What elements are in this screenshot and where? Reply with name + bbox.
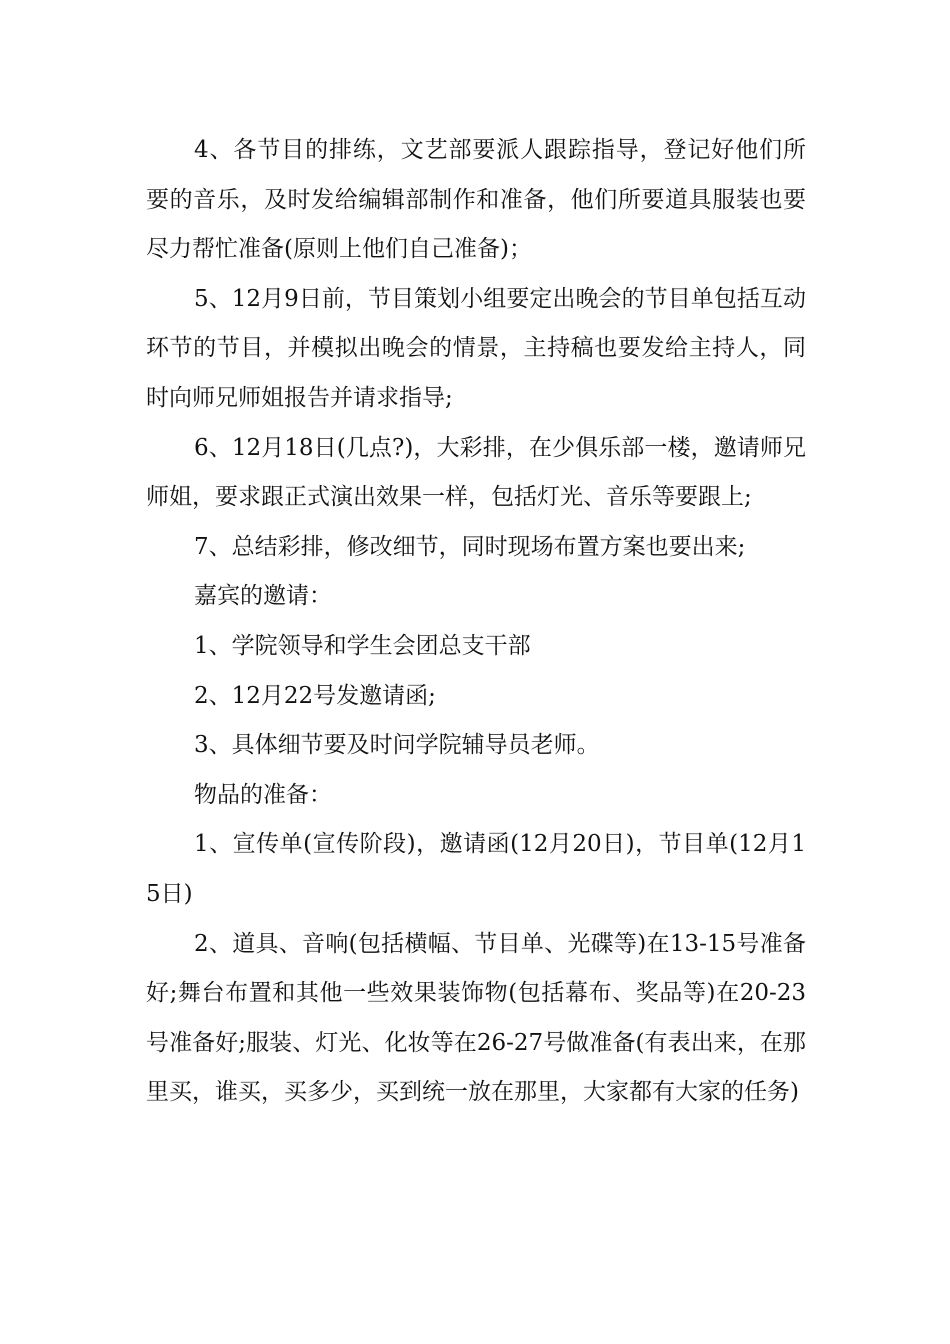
paragraph-program-list: 5、12月9日前，节目策划小组要定出晚会的节目单包括互动环节的节目，并模拟出晚会的情景，主持稿也要发给主持人，同时向师兄师姐报告并请求指导; — [146, 285, 806, 411]
document-body — [146, 126, 806, 1118]
list-item-guests-1: 1、学院领导和学生会团总支干部 — [194, 632, 531, 659]
list-item-guests-3: 3、具体细节要及时问学院辅导员老师。 — [194, 732, 600, 759]
list-item-supplies-2: 2、道具、音响(包括横幅、节目单、光碟等)在13-15号准备好;舞台布置和其他一些效果装饰物(包括幕布、奖品等)在20-23号准备好;服装、灯光、化妆等在26-27号做准备(有表出来，在那里买，谁买，买多少，买到统一放在那里，大家都有大家的任务) — [146, 930, 806, 1106]
paragraph-summary: 7、总结彩排，修改细节，同时现场布置方案也要出来; — [194, 533, 746, 560]
section-heading-guests: 嘉宾的邀请： — [194, 583, 332, 610]
list-item-supplies-1: 1、宣传单(宣传阶段)，邀请函(12月20日)，节目单(12月15日) — [146, 831, 806, 907]
section-heading-supplies: 物品的准备： — [194, 781, 332, 808]
paragraph-rehearsal: 4、各节目的排练，文艺部要派人跟踪指导，登记好他们所要的音乐，及时发给编辑部制作和准备，他们所要道具服装也要尽力帮忙准备(原则上他们自己准备)； — [146, 137, 806, 263]
paragraph-dress-rehearsal: 6、12月18日(几点?)，大彩排，在少俱乐部一楼，邀请师兄师姐，要求跟正式演出效果一样，包括灯光、音乐等要跟上; — [146, 434, 806, 511]
list-item-guests-2: 2、12月22号发邀请函; — [194, 682, 436, 709]
